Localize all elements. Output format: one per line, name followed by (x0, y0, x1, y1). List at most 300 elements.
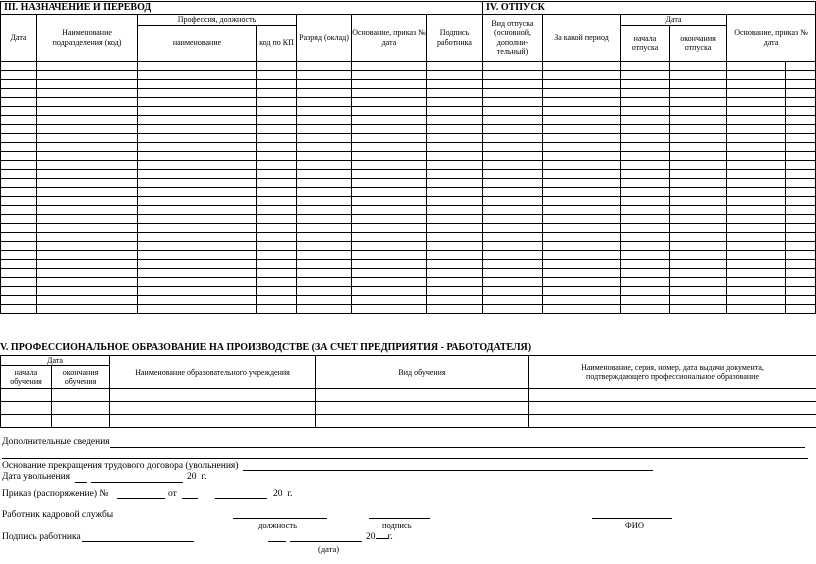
table-cell[interactable] (621, 214, 670, 223)
table-cell[interactable] (483, 214, 543, 223)
table-cell[interactable] (257, 187, 297, 196)
table-cell[interactable] (297, 70, 352, 79)
table-cell[interactable] (670, 142, 727, 151)
table-cell[interactable] (1, 205, 37, 214)
table-cell[interactable] (1, 70, 37, 79)
table-cell[interactable] (1, 160, 37, 169)
table-cell[interactable] (52, 402, 110, 415)
table-cell[interactable] (352, 295, 427, 304)
table-cell[interactable] (786, 214, 816, 223)
table-cell[interactable] (483, 151, 543, 160)
table-cell[interactable] (297, 205, 352, 214)
table-cell[interactable] (257, 142, 297, 151)
table-cell[interactable] (352, 115, 427, 124)
table-cell[interactable] (1, 286, 37, 295)
table-cell[interactable] (727, 178, 786, 187)
table-cell[interactable] (316, 402, 529, 415)
table-cell[interactable] (543, 223, 621, 232)
table-cell[interactable] (427, 151, 483, 160)
table-cell[interactable] (670, 241, 727, 250)
table-cell[interactable] (483, 97, 543, 106)
table-cell[interactable] (621, 250, 670, 259)
table-cell[interactable] (786, 115, 816, 124)
table-cell[interactable] (670, 259, 727, 268)
table-cell[interactable] (297, 142, 352, 151)
table-cell[interactable] (427, 142, 483, 151)
hr-position-line[interactable] (233, 518, 327, 519)
table-cell[interactable] (110, 402, 316, 415)
table-cell[interactable] (786, 304, 816, 313)
table-cell[interactable] (727, 223, 786, 232)
table-cell[interactable] (427, 97, 483, 106)
table-cell[interactable] (670, 88, 727, 97)
table-cell[interactable] (543, 142, 621, 151)
table-cell[interactable] (427, 160, 483, 169)
table-cell[interactable] (257, 286, 297, 295)
table-cell[interactable] (786, 286, 816, 295)
table-cell[interactable] (621, 124, 670, 133)
table-cell[interactable] (352, 241, 427, 250)
table-cell[interactable] (138, 304, 257, 313)
table-cell[interactable] (543, 151, 621, 160)
table-cell[interactable] (543, 205, 621, 214)
table-cell[interactable] (543, 277, 621, 286)
order-month-line[interactable] (215, 498, 267, 499)
table-cell[interactable] (297, 223, 352, 232)
table-cell[interactable] (621, 295, 670, 304)
table-cell[interactable] (1, 214, 37, 223)
table-cell[interactable] (621, 106, 670, 115)
hr-fio-line[interactable] (592, 518, 672, 519)
table-cell[interactable] (543, 295, 621, 304)
table-cell[interactable] (786, 178, 816, 187)
table-cell[interactable] (483, 70, 543, 79)
table-cell[interactable] (352, 268, 427, 277)
table-cell[interactable] (1, 97, 37, 106)
table-cell[interactable] (316, 415, 529, 428)
table-cell[interactable] (1, 304, 37, 313)
table-cell[interactable] (1, 268, 37, 277)
table-cell[interactable] (37, 142, 138, 151)
table-cell[interactable] (483, 232, 543, 241)
table-cell[interactable] (138, 160, 257, 169)
table-cell[interactable] (670, 61, 727, 70)
table-cell[interactable] (670, 106, 727, 115)
table-cell[interactable] (727, 205, 786, 214)
table-cell[interactable] (621, 88, 670, 97)
table-cell[interactable] (621, 169, 670, 178)
table-cell[interactable] (257, 259, 297, 268)
table-cell[interactable] (352, 169, 427, 178)
table-cell[interactable] (786, 232, 816, 241)
table-cell[interactable] (138, 106, 257, 115)
table-cell[interactable] (543, 268, 621, 277)
table-cell[interactable] (352, 61, 427, 70)
table-cell[interactable] (352, 214, 427, 223)
table-cell[interactable] (37, 115, 138, 124)
table-cell[interactable] (483, 160, 543, 169)
table-cell[interactable] (138, 88, 257, 97)
table-cell[interactable] (257, 241, 297, 250)
table-cell[interactable] (786, 196, 816, 205)
table-cell[interactable] (727, 160, 786, 169)
table-cell[interactable] (37, 187, 138, 196)
table-cell[interactable] (138, 250, 257, 259)
table-cell[interactable] (352, 196, 427, 205)
table-cell[interactable] (621, 160, 670, 169)
table-cell[interactable] (543, 196, 621, 205)
table-cell[interactable] (670, 79, 727, 88)
table-cell[interactable] (138, 133, 257, 142)
table-cell[interactable] (1, 196, 37, 205)
table-cell[interactable] (37, 214, 138, 223)
table-cell[interactable] (138, 187, 257, 196)
table-cell[interactable] (1, 187, 37, 196)
table-cell[interactable] (297, 124, 352, 133)
table-cell[interactable] (543, 214, 621, 223)
employee-month-line[interactable] (290, 541, 362, 542)
table-cell[interactable] (427, 133, 483, 142)
table-cell[interactable] (297, 277, 352, 286)
table-cell[interactable] (786, 187, 816, 196)
table-cell[interactable] (483, 241, 543, 250)
table-cell[interactable] (37, 268, 138, 277)
table-cell[interactable] (37, 232, 138, 241)
table-cell[interactable] (670, 133, 727, 142)
table-cell[interactable] (297, 88, 352, 97)
table-cell[interactable] (257, 196, 297, 205)
table-cell[interactable] (37, 106, 138, 115)
table-cell[interactable] (257, 304, 297, 313)
table-cell[interactable] (1, 250, 37, 259)
table-cell[interactable] (727, 304, 786, 313)
table-cell[interactable] (670, 304, 727, 313)
table-cell[interactable] (37, 196, 138, 205)
table-cell[interactable] (1, 415, 52, 428)
table-cell[interactable] (727, 196, 786, 205)
table-cell[interactable] (138, 241, 257, 250)
order-day-line[interactable] (182, 498, 198, 499)
table-cell[interactable] (670, 205, 727, 214)
table-cell[interactable] (621, 277, 670, 286)
table-cell[interactable] (786, 106, 816, 115)
table-cell[interactable] (621, 187, 670, 196)
table-cell[interactable] (621, 97, 670, 106)
termination-basis-line[interactable] (243, 470, 653, 471)
table-cell[interactable] (352, 259, 427, 268)
table-cell[interactable] (37, 97, 138, 106)
table-cell[interactable] (621, 268, 670, 277)
table-cell[interactable] (110, 389, 316, 402)
table-cell[interactable] (670, 169, 727, 178)
table-cell[interactable] (352, 97, 427, 106)
table-cell[interactable] (483, 268, 543, 277)
table-cell[interactable] (427, 196, 483, 205)
table-cell[interactable] (670, 232, 727, 241)
table-cell[interactable] (138, 178, 257, 187)
table-cell[interactable] (543, 259, 621, 268)
table-cell[interactable] (543, 241, 621, 250)
table-cell[interactable] (352, 79, 427, 88)
table-cell[interactable] (727, 61, 786, 70)
table-cell[interactable] (257, 124, 297, 133)
table-cell[interactable] (138, 196, 257, 205)
table-cell[interactable] (670, 160, 727, 169)
table-cell[interactable] (786, 151, 816, 160)
table-cell[interactable] (543, 124, 621, 133)
table-cell[interactable] (786, 133, 816, 142)
table-cell[interactable] (138, 97, 257, 106)
table-cell[interactable] (543, 304, 621, 313)
table-cell[interactable] (786, 61, 816, 70)
table-cell[interactable] (138, 223, 257, 232)
table-cell[interactable] (1, 232, 37, 241)
table-cell[interactable] (529, 402, 816, 415)
table-cell[interactable] (352, 187, 427, 196)
table-cell[interactable] (37, 241, 138, 250)
table-cell[interactable] (727, 241, 786, 250)
table-cell[interactable] (483, 124, 543, 133)
table-cell[interactable] (727, 133, 786, 142)
table-cell[interactable] (352, 250, 427, 259)
table-cell[interactable] (670, 97, 727, 106)
table-cell[interactable] (1, 223, 37, 232)
table-cell[interactable] (352, 124, 427, 133)
table-cell[interactable] (543, 160, 621, 169)
table-cell[interactable] (483, 106, 543, 115)
table-cell[interactable] (621, 70, 670, 79)
table-cell[interactable] (138, 124, 257, 133)
dismissal-day-line[interactable] (75, 482, 87, 483)
table-cell[interactable] (543, 133, 621, 142)
table-cell[interactable] (1, 142, 37, 151)
table-cell[interactable] (727, 232, 786, 241)
table-cell[interactable] (786, 268, 816, 277)
table-cell[interactable] (37, 160, 138, 169)
table-cell[interactable] (621, 142, 670, 151)
table-cell[interactable] (543, 61, 621, 70)
table-cell[interactable] (670, 277, 727, 286)
table-cell[interactable] (427, 259, 483, 268)
table-cell[interactable] (621, 304, 670, 313)
table-cell[interactable] (427, 88, 483, 97)
table-cell[interactable] (786, 142, 816, 151)
table-cell[interactable] (138, 79, 257, 88)
table-cell[interactable] (483, 79, 543, 88)
table-cell[interactable] (1, 106, 37, 115)
table-cell[interactable] (483, 259, 543, 268)
table-cell[interactable] (138, 151, 257, 160)
table-cell[interactable] (352, 178, 427, 187)
table-cell[interactable] (670, 214, 727, 223)
table-cell[interactable] (297, 151, 352, 160)
table-cell[interactable] (52, 389, 110, 402)
table-cell[interactable] (352, 286, 427, 295)
table-cell[interactable] (621, 79, 670, 88)
table-cell[interactable] (352, 142, 427, 151)
table-cell[interactable] (352, 232, 427, 241)
table-cell[interactable] (297, 187, 352, 196)
hr-signature-line[interactable] (369, 518, 430, 519)
table-cell[interactable] (427, 205, 483, 214)
table-cell[interactable] (621, 151, 670, 160)
table-cell[interactable] (621, 241, 670, 250)
table-cell[interactable] (786, 169, 816, 178)
table-cell[interactable] (786, 88, 816, 97)
table-cell[interactable] (37, 79, 138, 88)
table-cell[interactable] (670, 124, 727, 133)
table-cell[interactable] (670, 223, 727, 232)
table-cell[interactable] (786, 250, 816, 259)
employee-signature-line[interactable] (82, 541, 194, 542)
table-cell[interactable] (297, 178, 352, 187)
table-cell[interactable] (543, 115, 621, 124)
table-cell[interactable] (543, 178, 621, 187)
table-cell[interactable] (786, 70, 816, 79)
table-cell[interactable] (297, 250, 352, 259)
table-cell[interactable] (257, 169, 297, 178)
table-cell[interactable] (727, 88, 786, 97)
table-cell[interactable] (138, 70, 257, 79)
table-cell[interactable] (257, 250, 297, 259)
table-cell[interactable] (786, 124, 816, 133)
table-cell[interactable] (257, 70, 297, 79)
table-cell[interactable] (727, 259, 786, 268)
table-cell[interactable] (786, 295, 816, 304)
table-cell[interactable] (37, 205, 138, 214)
table-cell[interactable] (352, 70, 427, 79)
table-cell[interactable] (483, 304, 543, 313)
table-cell[interactable] (297, 133, 352, 142)
table-cell[interactable] (621, 259, 670, 268)
table-cell[interactable] (297, 241, 352, 250)
table-cell[interactable] (257, 232, 297, 241)
table-cell[interactable] (727, 115, 786, 124)
table-cell[interactable] (37, 61, 138, 70)
table-cell[interactable] (670, 295, 727, 304)
table-cell[interactable] (727, 79, 786, 88)
table-cell[interactable] (257, 133, 297, 142)
table-cell[interactable] (297, 295, 352, 304)
table-cell[interactable] (427, 178, 483, 187)
table-cell[interactable] (297, 97, 352, 106)
table-cell[interactable] (427, 214, 483, 223)
additional-info-line-2[interactable] (2, 458, 808, 459)
table-cell[interactable] (427, 232, 483, 241)
table-cell[interactable] (257, 97, 297, 106)
dismissal-month-line[interactable] (91, 482, 183, 483)
table-cell[interactable] (37, 124, 138, 133)
table-cell[interactable] (786, 160, 816, 169)
table-cell[interactable] (352, 223, 427, 232)
table-cell[interactable] (138, 169, 257, 178)
table-cell[interactable] (543, 250, 621, 259)
table-cell[interactable] (621, 232, 670, 241)
table-cell[interactable] (37, 259, 138, 268)
table-cell[interactable] (37, 250, 138, 259)
table-cell[interactable] (1, 402, 52, 415)
table-cell[interactable] (621, 115, 670, 124)
table-cell[interactable] (297, 169, 352, 178)
table-cell[interactable] (257, 151, 297, 160)
table-cell[interactable] (257, 106, 297, 115)
table-cell[interactable] (1, 151, 37, 160)
table-cell[interactable] (727, 124, 786, 133)
table-cell[interactable] (257, 277, 297, 286)
table-cell[interactable] (257, 160, 297, 169)
table-cell[interactable] (316, 389, 529, 402)
table-cell[interactable] (297, 79, 352, 88)
table-cell[interactable] (297, 214, 352, 223)
table-cell[interactable] (727, 286, 786, 295)
table-cell[interactable] (37, 304, 138, 313)
table-cell[interactable] (727, 250, 786, 259)
table-cell[interactable] (1, 241, 37, 250)
table-cell[interactable] (727, 187, 786, 196)
table-cell[interactable] (727, 70, 786, 79)
table-cell[interactable] (1, 79, 37, 88)
table-cell[interactable] (529, 415, 816, 428)
table-cell[interactable] (138, 205, 257, 214)
table-cell[interactable] (37, 178, 138, 187)
table-cell[interactable] (483, 196, 543, 205)
table-cell[interactable] (352, 205, 427, 214)
table-cell[interactable] (543, 97, 621, 106)
table-cell[interactable] (352, 133, 427, 142)
table-cell[interactable] (621, 178, 670, 187)
table-cell[interactable] (543, 232, 621, 241)
table-cell[interactable] (138, 61, 257, 70)
table-cell[interactable] (297, 196, 352, 205)
table-cell[interactable] (138, 295, 257, 304)
table-cell[interactable] (427, 61, 483, 70)
table-cell[interactable] (727, 97, 786, 106)
table-cell[interactable] (427, 70, 483, 79)
table-cell[interactable] (727, 214, 786, 223)
table-cell[interactable] (427, 115, 483, 124)
table-cell[interactable] (727, 268, 786, 277)
table-cell[interactable] (297, 160, 352, 169)
table-cell[interactable] (427, 277, 483, 286)
table-cell[interactable] (543, 70, 621, 79)
table-cell[interactable] (257, 205, 297, 214)
table-cell[interactable] (483, 61, 543, 70)
table-cell[interactable] (427, 223, 483, 232)
table-cell[interactable] (427, 304, 483, 313)
table-cell[interactable] (1, 389, 52, 402)
table-cell[interactable] (37, 277, 138, 286)
table-cell[interactable] (1, 259, 37, 268)
table-cell[interactable] (427, 241, 483, 250)
table-cell[interactable] (786, 97, 816, 106)
table-cell[interactable] (621, 223, 670, 232)
table-cell[interactable] (670, 250, 727, 259)
table-cell[interactable] (483, 250, 543, 259)
table-cell[interactable] (483, 286, 543, 295)
table-cell[interactable] (786, 277, 816, 286)
table-cell[interactable] (427, 169, 483, 178)
table-cell[interactable] (427, 106, 483, 115)
table-cell[interactable] (543, 88, 621, 97)
table-cell[interactable] (138, 286, 257, 295)
table-cell[interactable] (427, 187, 483, 196)
table-cell[interactable] (257, 79, 297, 88)
table-cell[interactable] (138, 268, 257, 277)
table-cell[interactable] (37, 151, 138, 160)
table-cell[interactable] (1, 115, 37, 124)
table-cell[interactable] (297, 268, 352, 277)
table-cell[interactable] (727, 151, 786, 160)
